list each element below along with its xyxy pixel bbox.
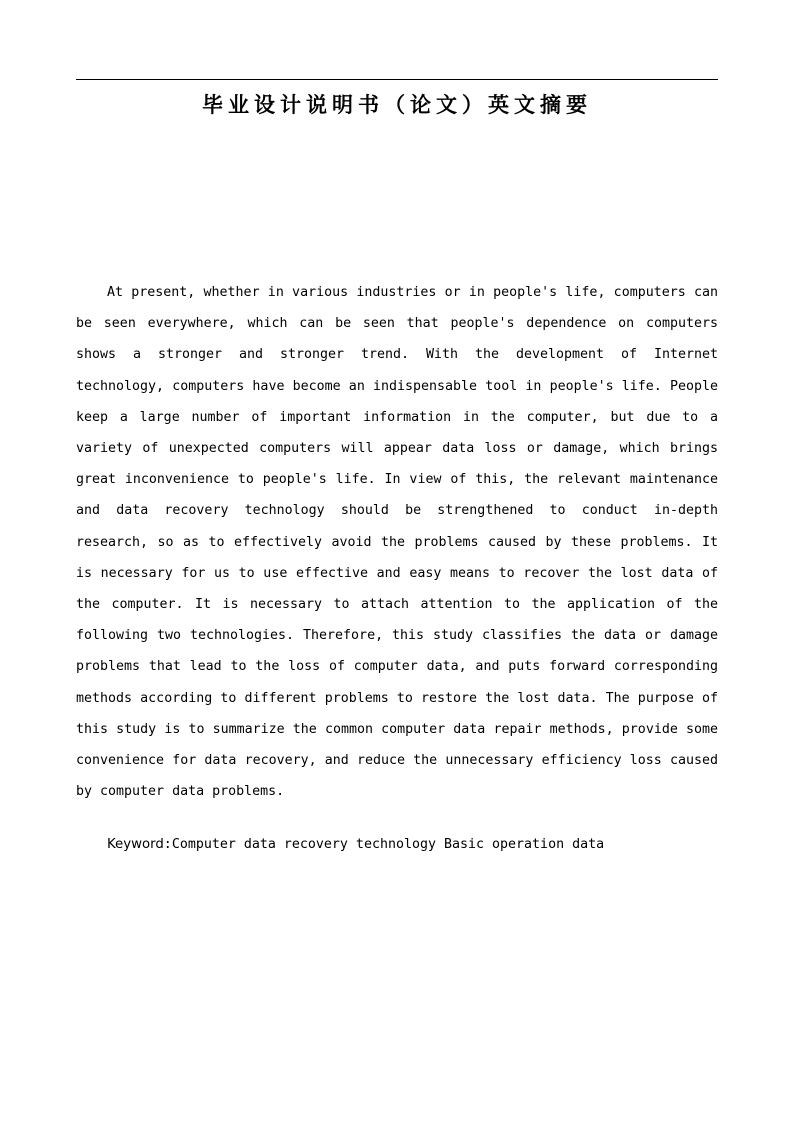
keywords-separator: :: [163, 837, 172, 852]
keywords-text: Computer data recovery technology Basic operation data: [171, 837, 605, 852]
keywords-label: Keyword: [107, 837, 164, 852]
abstract-paragraph: At present, whether in various industries or in people's life, computers can be seen everywhere, which can be seen that people's dependence on computers shows a stronger and stronger trend. With the development of Internet technology, computers have become an indispensable tool in people's life. People keep a large number of important information in the computer, but due to a variety of unexpected computers will appear data loss or damage, which brings great inconvenience to people's life. In view of this, the relevant maintenance and data recovery technology should be strengthened to conduct in-depth research, so as to effectively avoid the problems caused by these problems. It is necessary for us to use effective and easy means to recover the lost data of the computer. It is necessary to attach attention to the application of the following two technologies. Therefore, this study classifies the data or damage problems that lead to the loss of computer data, and puts forward corresponding methods according to different problems to restore the lost data. The purpose of this study is to summarize the common computer data repair methods, provide some convenience for data recovery, and reduce the unnecessary efficiency loss caused by computer data problems.: [76, 285, 718, 800]
header-rule: [76, 79, 718, 80]
keywords-line: [107, 829, 718, 860]
page-title: 毕业设计说明书（论文）英文摘要: [202, 93, 592, 117]
